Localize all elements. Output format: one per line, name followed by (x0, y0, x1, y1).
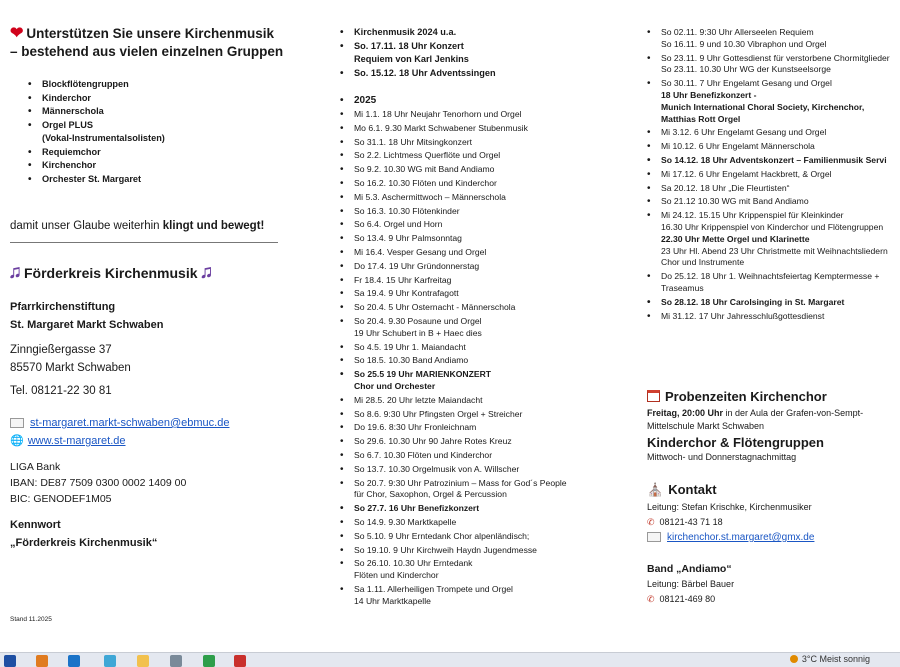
event-item (647, 53, 900, 77)
event-text: Mi 16.4. Vesper Gesang und Orgel (354, 246, 487, 257)
event-item (647, 210, 900, 269)
folder-icon[interactable] (137, 655, 149, 667)
event-text: So 13.7. 10.30 Orgelmusik von A. Willscher (354, 463, 520, 474)
event-text: Sa 19.4. 9 Uhr Kontrafagott (354, 288, 459, 299)
phone: Tel. 08121-22 30 81 (10, 385, 112, 397)
address: Zinngießergasse 37 85570 Markt Schwaben (10, 344, 131, 374)
event-item (340, 503, 567, 515)
edge-icon[interactable] (104, 655, 116, 667)
event-text: So 8.6. 9:30 Uhr Pfingsten Orgel + Streicher (354, 408, 523, 419)
event-item (340, 316, 567, 340)
event-text: Sa 20.12. 18 Uhr „Die Fleurtisten“ (661, 182, 790, 193)
contact-links (10, 414, 229, 450)
event-item (340, 545, 567, 557)
event-item (340, 531, 567, 543)
app-icon[interactable] (170, 655, 182, 667)
mail-icon (10, 418, 24, 428)
browser-icon[interactable] (68, 655, 80, 667)
event-item (340, 233, 567, 245)
event-text: So 2.2. Lichtmess Querflöte und Orgel (354, 150, 501, 161)
events-2025-list (340, 109, 567, 609)
kontakt-email (647, 532, 814, 543)
event-item (340, 478, 567, 502)
event-item (340, 275, 567, 287)
event-text: Do 17.4. 19 Uhr Gründonnerstag (354, 260, 480, 271)
events-2024 (340, 26, 496, 80)
event-text: So 29.6. 10.30 Uhr 90 Jahre Rotes Kreuz (354, 436, 512, 447)
event-text: So 20.4. 5 Uhr Osternacht - Männerschola (354, 302, 516, 313)
event-item (647, 183, 900, 195)
event-item (340, 369, 567, 393)
event-text: So 30.11. 7 Uhr Engelamt Gesang und Orgel (661, 78, 832, 89)
event-text: So 20.4. 9.30 Posaune und Orgel 19 Uhr Schubert in B + Haec dies (354, 315, 482, 338)
event-text: So 6.4. Orgel und Horn (354, 219, 443, 230)
event-item (340, 450, 567, 462)
event-text: So 4.5. 19 Uhr 1. Maiandacht (354, 341, 466, 352)
list-item: • Blockflötengruppen (28, 78, 165, 92)
event-text: Mi 17.12. 6 Uhr Engelamt Hackbrett, & Orgel (661, 168, 832, 179)
list-item: • Männerschola (28, 105, 165, 119)
event-text: So 18.5. 10.30 Band Andiamo (354, 355, 469, 366)
event-item (340, 178, 567, 190)
event-item (340, 109, 567, 121)
list-item: • Orgel PLUS (28, 119, 165, 133)
divider (10, 242, 278, 243)
event-item (340, 355, 567, 367)
bank-details: LIGA Bank IBAN: DE87 7509 0300 0002 1409 00 BIC: GENODEF1M05 (10, 461, 187, 505)
event-item (647, 27, 900, 51)
event-text: So 6.7. 10.30 Flöten und Kinderchor (354, 449, 493, 460)
event-item (340, 395, 567, 407)
list-item: • Kirchenchor (28, 159, 165, 173)
event-item (340, 409, 567, 421)
event-item (340, 464, 567, 476)
keyword: Kennwort „Förderkreis Kirchenmusik“ (10, 519, 158, 549)
event-text: So 13.4. 9 Uhr Palmsonntag (354, 233, 462, 244)
event-text: Mi 1.1. 18 Uhr Neujahr Tenorhorn und Orgel (354, 109, 522, 119)
event-text: So 19.10. 9 Uhr Kirchweih Haydn Jugendmesse (354, 544, 537, 555)
spreadsheet-icon[interactable] (203, 655, 215, 667)
event-item (340, 150, 567, 162)
tagline: damit unser Glaube weiterhin klingt und bewegt! (10, 220, 265, 232)
kontakt-details: Leitung: Stefan Krischke, Kirchenmusiker ✆ 08121-43 71 18 (647, 502, 812, 527)
event-text: So 5.10. 9 Uhr Erntedank Chor alpenländisch; (354, 530, 530, 541)
event-item (647, 78, 900, 125)
event-item (340, 422, 567, 434)
event-item (647, 141, 900, 153)
event-text: Mi 28.5. 20 Uhr letzte Maiandacht (354, 394, 483, 405)
weather-icon (790, 655, 798, 663)
events-late-2025-list (647, 27, 900, 324)
list-item: • Requiemchor (28, 146, 165, 160)
event-item (647, 196, 900, 208)
event-item (647, 297, 900, 309)
list-item: • Orchester St. Margaret (28, 173, 165, 187)
calendar-icon (647, 390, 660, 402)
foerderkreis-title: 🎜 Förderkreis Kirchenmusik 🎜 (10, 265, 212, 281)
stand-date: Stand 11.2025 (10, 616, 52, 623)
music-notes-icon: 🎜 (10, 265, 21, 281)
event-text: So 31.1. 18 Uhr Mitsingkonzert (354, 136, 472, 147)
globe-icon: 🌐 (10, 435, 24, 447)
event-text: Sa 1.11. Allerheiligen Trompete und Orgel 14 Uhr Marktkapelle (354, 583, 513, 606)
kinderchor-title: Kinderchor & Flötengruppen (647, 435, 824, 450)
event-text: So 28.12. 18 Uhr Carolsinging in St. Margaret (661, 296, 845, 307)
event-text: So 9.2. 10.30 WG mit Band Andiamo (354, 164, 495, 175)
groups-list (28, 78, 165, 186)
event-text: So 14.12. 18 Uhr Adventskonzert – Familienmusik Servi (661, 154, 887, 165)
event-item (340, 342, 567, 354)
event-item (340, 192, 567, 204)
kontakt-email-link[interactable]: kirchenchor.st.margaret@gmx.de (667, 532, 815, 543)
event-item (647, 127, 900, 139)
kinderchor-text: Mittwoch- und Donnerstagnachmittag (647, 452, 797, 462)
event-item (340, 517, 567, 529)
event-text: Mi 31.12. 17 Uhr Jahresschlußgottesdienst (661, 310, 825, 321)
email-link[interactable]: st-margaret.markt-schwaben@ebmuc.de (30, 417, 230, 429)
phone-icon: ✆ (647, 517, 655, 527)
event-item (340, 436, 567, 448)
support-heading: ❤ Unterstützen Sie unsere Kirchenmusik – bestehend aus vielen einzelnen Gruppen (10, 25, 284, 59)
events-2024-title: • Kirchenmusik 2024 u.a. (340, 26, 496, 40)
event-highlight: 22.30 Uhr Mette Orgel und Klarinette (661, 233, 810, 244)
list-item-continuation: (Vokal-Instrumentalsolisten) (42, 133, 165, 143)
event-text: So 20.7. 9:30 Uhr Patrozinium – Mass for God´s People für Chor, Saxophon, Orgel & Percussion (354, 477, 567, 500)
event-text: Mi 5.3. Aschermittwoch – Männerschola (354, 191, 506, 202)
event-item (340, 558, 567, 582)
weather-widget[interactable]: 3°C Meist sonnig (790, 654, 870, 664)
pdf-icon[interactable] (234, 655, 246, 667)
event-text: So 21.12 10.30 WG mit Band Andiamo (661, 196, 809, 207)
event-item (340, 137, 567, 149)
event-text: Mi 3.12. 6 Uhr Engelamt Gesang und Orgel (661, 127, 827, 138)
event-text: Do 19.6. 8:30 Uhr Fronleichnam (354, 422, 477, 433)
event-text: So 16.2. 10.30 Flöten und Kinderchor (354, 177, 497, 188)
event-item (647, 311, 900, 323)
heart-icon: ❤ (10, 25, 24, 42)
event-item (340, 219, 567, 231)
event-text: Do 25.12. 18 Uhr 1. Weihnachtsfeiertag Kemptermesse + Traseamus (661, 271, 880, 293)
list-item: • Kinderchor (28, 92, 165, 106)
event-item (340, 247, 567, 259)
event-item (647, 271, 900, 295)
music-notes-icon: 🎜 (201, 265, 212, 281)
list-item: • So. 15.12. 18 Uhr Adventssingen (340, 67, 496, 81)
taskbar (0, 652, 900, 667)
probenzeiten-title: Probenzeiten Kirchenchor (647, 389, 827, 404)
year-heading: • 2025 (340, 95, 377, 106)
list-item-continuation: Requiem von Karl Jenkins (354, 54, 469, 64)
event-text: So 26.10. 10.30 Uhr Erntedank Flöten und Kinderchor (354, 558, 473, 581)
church-icon: ⛪ (647, 482, 664, 497)
start-icon[interactable] (4, 655, 16, 667)
probenzeiten-text: Freitag, 20:00 Uhr in der Aula der Grafen-von-Sempt-Mittelschule Markt Schwaben (647, 408, 864, 431)
phone-icon: ✆ (647, 594, 655, 604)
event-item (340, 164, 567, 176)
event-text: Mo 6.1. 9.30 Markt Schwabener Stubenmusik (354, 122, 528, 133)
event-text: So 02.11. 9:30 Uhr Allerseelen Requiem So 16.11. 9 und 10.30 Vibraphon und Orgel (661, 27, 827, 49)
mail-icon (647, 532, 661, 542)
event-text: Fr 18.4. 15 Uhr Karfreitag (354, 274, 452, 285)
website-link[interactable]: www.st-margaret.de (27, 435, 126, 447)
event-item (340, 288, 567, 300)
event-detail: 23 Uhr Hl. Abend 23 Uhr Christmette mit Weihnachtsliedern Chor und Instrumente (661, 245, 888, 268)
band-details: Leitung: Bärbel Bauer ✆ 08121-469 80 (647, 579, 735, 604)
kontakt-title: ⛪ Kontakt (647, 482, 717, 497)
event-item (340, 302, 567, 314)
event-highlight: 18 Uhr Benefizkonzert - Munich International Choral Society, Kirchenchor, Matthias Rott Orgel (661, 89, 865, 124)
event-text: So 23.11. 9 Uhr Gottesdienst für verstorbene Chormitglieder So 23.11. 10.30 Uhr WG der Kunstseelsorge (661, 52, 890, 75)
event-item (340, 261, 567, 273)
event-text: Mi 24.12. 15.15 Uhr Krippenspiel für Kleinkinder 16.30 Uhr Krippenspiel von Kinderchor und Flötengruppen (661, 210, 884, 232)
event-item (647, 169, 900, 181)
band-title: Band „Andiamo“ (647, 563, 732, 575)
event-text: So 16.3. 10.30 Flötenkinder (354, 205, 460, 216)
event-text: So 25.5 19 Uhr MARIENKONZERT Chor und Orchester (354, 369, 492, 391)
firefox-icon[interactable] (36, 655, 48, 667)
list-item: • So. 17.11. 18 Uhr Konzert (340, 40, 496, 54)
event-item (340, 584, 567, 608)
event-item (647, 155, 900, 167)
event-text: Mi 10.12. 6 Uhr Engelamt Männerschola (661, 141, 815, 152)
event-item (340, 123, 567, 135)
event-item (340, 206, 567, 218)
event-text: So 27.7. 16 Uhr Benefizkonzert (354, 503, 480, 514)
organization-name: Pfarrkirchenstiftung St. Margaret Markt Schwaben (10, 301, 164, 331)
event-text: So 14.9. 9.30 Marktkapelle (354, 516, 457, 527)
